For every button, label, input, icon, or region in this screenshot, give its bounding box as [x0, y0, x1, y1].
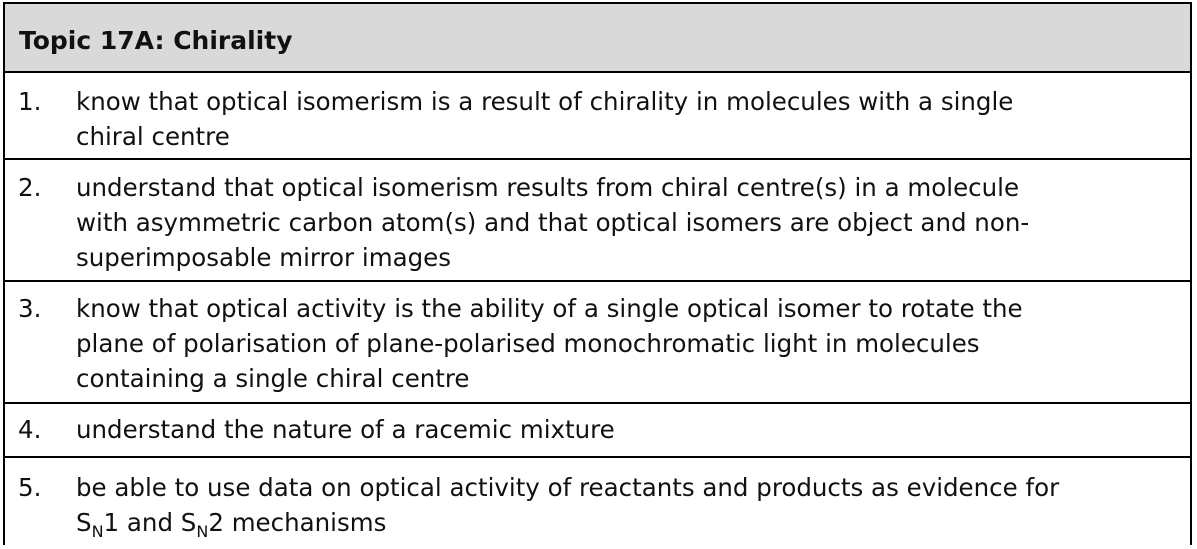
- item-text-line: be able to use data on optical activity of reactants and products as evidence for: [76, 473, 1060, 502]
- item-text: [76, 84, 1190, 154]
- item-text: [76, 470, 1190, 549]
- item-text-line: with asymmetric carbon atom(s) and that optical isomers are object and non-: [76, 208, 1030, 237]
- item-text-line: chiral centre: [76, 122, 230, 151]
- item-text-line: containing a single chiral centre: [76, 364, 470, 393]
- mechanism-s: S: [76, 508, 92, 537]
- table-row: [5, 404, 1190, 458]
- subscript-n: N: [91, 521, 104, 541]
- item-number: 1.: [18, 87, 42, 116]
- item-number: 5.: [18, 473, 42, 502]
- item-text-line: understand the nature of a racemic mixture: [76, 415, 615, 444]
- item-text: [76, 291, 1190, 396]
- item-text-line: know that optical isomerism is a result of chirality in molecules with a single: [76, 87, 1014, 116]
- topic-title: Topic 17A: Chirality: [19, 26, 293, 55]
- item-text: [76, 412, 1190, 447]
- table-row: [5, 73, 1190, 160]
- mechanism-text: 2 mechanisms: [208, 508, 387, 537]
- item-text-line: know that optical activity is the ability of a single optical isomer to rotate the: [76, 294, 1023, 323]
- item-text-line: superimposable mirror images: [76, 243, 451, 272]
- table-row: [5, 458, 1190, 545]
- table-header: [5, 4, 1190, 73]
- item-text-line: understand that optical isomerism results from chiral centre(s) in a molecule: [76, 173, 1020, 202]
- table-row: [5, 282, 1190, 404]
- subscript-n: N: [196, 521, 209, 541]
- item-text: [76, 170, 1190, 275]
- table-row: [5, 160, 1190, 282]
- item-number: 4.: [18, 415, 42, 444]
- item-text-line: [76, 505, 1160, 549]
- item-number: 2.: [18, 173, 42, 202]
- specification-table: [3, 2, 1192, 545]
- item-text-line: plane of polarisation of plane-polarised monochromatic light in molecules: [76, 329, 980, 358]
- mechanism-text: 1 and S: [103, 508, 197, 537]
- item-number: 3.: [18, 294, 42, 323]
